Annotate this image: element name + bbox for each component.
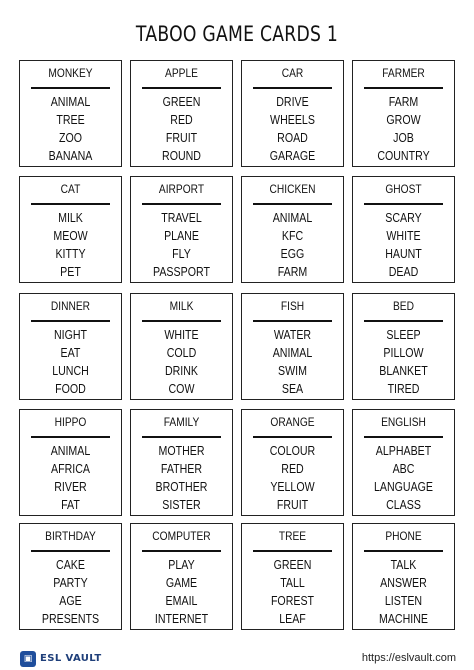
- card-keyword: MILK: [169, 299, 194, 313]
- taboo-word: FAT: [61, 498, 80, 512]
- card-divider: [253, 550, 332, 552]
- card-keyword: COMPUTER: [152, 529, 211, 543]
- card-keyword: GHOST: [385, 182, 422, 196]
- card-keyword: TREE: [278, 529, 307, 543]
- taboo-word: PLANE: [164, 229, 199, 243]
- taboo-word: COUNTRY: [377, 149, 430, 163]
- taboo-word-list: [131, 209, 232, 281]
- taboo-card: [241, 60, 344, 167]
- taboo-word-list: [242, 556, 343, 628]
- taboo-word: ZOO: [58, 131, 83, 145]
- taboo-word: FRUIT: [165, 131, 198, 145]
- taboo-word: MOTHER: [158, 444, 205, 458]
- taboo-card: [130, 293, 233, 400]
- card-divider: [31, 87, 110, 89]
- taboo-word: KITTY: [55, 247, 86, 261]
- taboo-word: FARM: [388, 95, 419, 109]
- taboo-card: [130, 60, 233, 167]
- taboo-word: COW: [168, 382, 195, 396]
- taboo-word-list: [131, 556, 232, 628]
- taboo-word: MEOW: [53, 229, 88, 243]
- taboo-word: GREEN: [162, 95, 201, 109]
- card-divider: [31, 436, 110, 438]
- card-keyword: BED: [393, 299, 414, 313]
- card-divider: [142, 550, 221, 552]
- footer: [0, 648, 474, 670]
- vault-logo-icon: ▣: [20, 651, 36, 667]
- taboo-word: SLEEP: [386, 328, 421, 342]
- taboo-card: [130, 176, 233, 283]
- taboo-word: PASSPORT: [153, 265, 210, 279]
- card-divider: [253, 203, 332, 205]
- taboo-card: [352, 176, 455, 283]
- taboo-word: NIGHT: [53, 328, 88, 342]
- taboo-card: [352, 409, 455, 516]
- taboo-card: [241, 523, 344, 630]
- card-keyword: FAMILY: [163, 415, 200, 429]
- card-divider: [364, 87, 443, 89]
- card-keyword: ORANGE: [270, 415, 315, 429]
- page-title: TABOO GAME CARDS 1: [135, 22, 339, 46]
- taboo-word-list: [242, 326, 343, 398]
- taboo-word-list: [353, 93, 454, 165]
- taboo-card: [352, 523, 455, 630]
- card-keyword: DINNER: [50, 299, 91, 313]
- taboo-word: TRAVEL: [161, 211, 202, 225]
- taboo-word: KFC: [281, 229, 304, 243]
- taboo-word: EAT: [60, 346, 81, 360]
- taboo-word: COLOUR: [269, 444, 316, 458]
- taboo-word: FARM: [277, 265, 308, 279]
- card-divider: [142, 87, 221, 89]
- taboo-word-list: [20, 209, 121, 281]
- taboo-word: LANGUAGE: [373, 480, 434, 494]
- taboo-word: ANIMAL: [272, 346, 313, 360]
- taboo-word: LUNCH: [52, 364, 89, 378]
- taboo-word: MILK: [58, 211, 83, 225]
- taboo-word: ANIMAL: [50, 444, 91, 458]
- taboo-word: PARTY: [53, 576, 88, 590]
- taboo-word: TREE: [56, 113, 85, 127]
- taboo-word: DRIVE: [276, 95, 309, 109]
- taboo-word: ROAD: [277, 131, 308, 145]
- taboo-word: SCARY: [385, 211, 422, 225]
- card-keyword: CAT: [60, 182, 81, 196]
- taboo-word: AFRICA: [51, 462, 90, 476]
- taboo-card: [352, 60, 455, 167]
- site-url-link[interactable]: https://eslvault.com: [361, 652, 456, 664]
- taboo-word: CLASS: [386, 498, 421, 512]
- card-divider: [364, 550, 443, 552]
- taboo-word: ROUND: [162, 149, 201, 163]
- card-keyword: PHONE: [385, 529, 422, 543]
- taboo-word: FLY: [172, 247, 191, 261]
- taboo-word: WHITE: [386, 229, 421, 243]
- card-grid: [19, 60, 455, 644]
- taboo-word: ABC: [392, 462, 415, 476]
- taboo-word-list: [20, 93, 121, 165]
- taboo-card: [130, 523, 233, 630]
- taboo-word: INTERNET: [154, 612, 209, 626]
- taboo-word: BANANA: [48, 149, 93, 163]
- taboo-card: [241, 176, 344, 283]
- taboo-word: FOOD: [55, 382, 86, 396]
- card-divider: [253, 87, 332, 89]
- taboo-word: TIRED: [387, 382, 420, 396]
- card-keyword: BIRTHDAY: [45, 529, 96, 543]
- taboo-word: PILLOW: [383, 346, 424, 360]
- card-divider: [253, 320, 332, 322]
- card-keyword: CAR: [281, 66, 304, 80]
- taboo-word: WATER: [273, 328, 312, 342]
- taboo-word: TALL: [280, 576, 305, 590]
- taboo-word-list: [242, 442, 343, 514]
- taboo-word-list: [131, 326, 232, 398]
- taboo-word: RED: [170, 113, 193, 127]
- taboo-word: FOREST: [270, 594, 315, 608]
- taboo-word: DEAD: [388, 265, 419, 279]
- taboo-word: SISTER: [162, 498, 201, 512]
- taboo-word: WHITE: [164, 328, 199, 342]
- taboo-word: GAME: [165, 576, 198, 590]
- taboo-card: [241, 293, 344, 400]
- taboo-word: CAKE: [56, 558, 85, 572]
- taboo-word: RED: [281, 462, 304, 476]
- taboo-word: EMAIL: [165, 594, 198, 608]
- taboo-card: [352, 293, 455, 400]
- card-divider: [142, 203, 221, 205]
- taboo-word: FRUIT: [276, 498, 309, 512]
- taboo-word-list: [131, 442, 232, 514]
- card-keyword: ENGLISH: [381, 415, 426, 429]
- card-keyword: AIRPORT: [158, 182, 205, 196]
- taboo-word: ANIMAL: [272, 211, 313, 225]
- taboo-word: ANIMAL: [50, 95, 91, 109]
- card-divider: [142, 320, 221, 322]
- taboo-word: WHEELS: [270, 113, 315, 127]
- taboo-card: [19, 293, 122, 400]
- taboo-word-list: [131, 93, 232, 165]
- card-divider: [31, 203, 110, 205]
- taboo-word: AGE: [59, 594, 82, 608]
- taboo-card: [19, 409, 122, 516]
- brand-name: ESL VAULT: [40, 653, 102, 664]
- card-keyword: FISH: [280, 299, 305, 313]
- taboo-word: DRINK: [164, 364, 199, 378]
- taboo-word: SWIM: [278, 364, 307, 378]
- taboo-card: [19, 523, 122, 630]
- card-divider: [253, 436, 332, 438]
- card-divider: [364, 320, 443, 322]
- taboo-word-list: [353, 442, 454, 514]
- card-keyword: CHICKEN: [269, 182, 316, 196]
- card-keyword: FARMER: [382, 66, 425, 80]
- taboo-word-list: [242, 209, 343, 281]
- taboo-card: [241, 409, 344, 516]
- taboo-word: LEAF: [279, 612, 306, 626]
- taboo-word-list: [353, 209, 454, 281]
- taboo-word-list: [20, 326, 121, 398]
- card-divider: [31, 550, 110, 552]
- taboo-word: BLANKET: [379, 364, 428, 378]
- taboo-word: JOB: [393, 131, 414, 145]
- taboo-word: TALK: [390, 558, 417, 572]
- taboo-word: FATHER: [160, 462, 203, 476]
- card-divider: [31, 320, 110, 322]
- taboo-word: PLAY: [168, 558, 195, 572]
- taboo-word: RIVER: [54, 480, 87, 494]
- card-keyword: APPLE: [165, 66, 198, 80]
- card-keyword: HIPPO: [54, 415, 87, 429]
- taboo-card: [19, 176, 122, 283]
- card-divider: [364, 436, 443, 438]
- taboo-word: HAUNT: [385, 247, 422, 261]
- card-keyword: MONKEY: [48, 66, 93, 80]
- card-divider: [364, 203, 443, 205]
- taboo-word: GARAGE: [269, 149, 316, 163]
- taboo-word: SEA: [281, 382, 304, 396]
- taboo-word: LISTEN: [384, 594, 423, 608]
- taboo-word: MACHINE: [378, 612, 429, 626]
- taboo-word: ANSWER: [380, 576, 427, 590]
- taboo-word: PET: [60, 265, 81, 279]
- taboo-card: [19, 60, 122, 167]
- taboo-word-list: [242, 93, 343, 165]
- taboo-word: PRESENTS: [41, 612, 100, 626]
- taboo-word-list: [353, 556, 454, 628]
- taboo-word: YELLOW: [270, 480, 315, 494]
- taboo-word-list: [20, 442, 121, 514]
- taboo-card: [130, 409, 233, 516]
- taboo-word: EGG: [280, 247, 305, 261]
- card-divider: [142, 436, 221, 438]
- taboo-word: BROTHER: [155, 480, 208, 494]
- taboo-word: GREEN: [273, 558, 312, 572]
- taboo-word: GROW: [386, 113, 421, 127]
- taboo-word-list: [20, 556, 121, 628]
- taboo-word: COLD: [166, 346, 197, 360]
- taboo-word: ALPHABET: [375, 444, 432, 458]
- taboo-word-list: [353, 326, 454, 398]
